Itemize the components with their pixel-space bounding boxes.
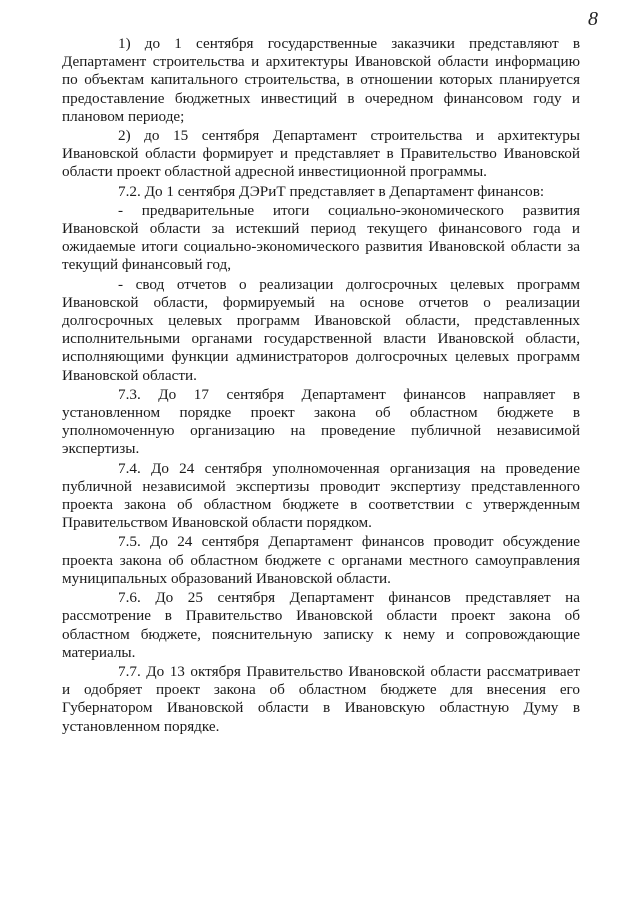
paragraph-item-1: 1) до 1 сентября государственные заказчики представляют в Департамент строительства и архитектуры Ивановской области информацию по объектам капитального строительства, в отношении которых планируется предоставление бюджетных инвестиций в очередном финансовом году и плановом периоде; xyxy=(62,35,580,125)
paragraph-7-3: 7.3. До 17 сентября Департамент финансов направляет в установленном порядке проект закона об областном бюджете в уполномоченную организацию на проведение публичной независимой экспертизы. xyxy=(62,385,580,458)
paragraph-7-5: 7.5. До 24 сентября Департамент финансов проводит обсуждение проекта закона об областном бюджете с органами местного самоуправления муниципальных образований Ивановской области. xyxy=(62,533,580,587)
page-number: 8 xyxy=(588,8,598,30)
paragraph-item-2: 2) до 15 сентября Департамент строительства и архитектуры Ивановской области формирует и представляет в Правительство Ивановской области проект областной адресной инвестиционной программы. xyxy=(62,127,580,181)
paragraph-7-6: 7.6. До 25 сентября Департамент финансов представляет на рассмотрение в Правительство Ивановской области проект закона об областном бюджете, пояснительную записку к нему и сопровождающие материалы. xyxy=(62,589,580,661)
paragraph-7-2: 7.2. До 1 сентября ДЭРиТ представляет в Департамент финансов: xyxy=(118,182,545,200)
paragraph-bullet-1: - предварительные итоги социально-экономического развития Ивановской области за истекший период текущего финансового года и ожидаемые итоги социально-экономического развития Ивановской области за текущий финансовый год, xyxy=(62,201,580,274)
paragraph-7-4: 7.4. До 24 сентября уполномоченная организация на проведение публичной независимой экспертизы проводит экспертизу представленного проекта закона об областном бюджете в соответствии с утвержденным Правительством Ивановской области порядком. xyxy=(62,459,580,532)
paragraph-7-7: 7.7. До 13 октября Правительство Ивановской области рассматривает и одобряет проект закона об областном бюджете для внесения его Губернатором Ивановской области в Ивановскую областную Думу в установленном порядке. xyxy=(62,662,580,735)
paragraph-bullet-2: - свод отчетов о реализации долгосрочных целевых программ Ивановской области, формируемый на основе отчетов о реализации долгосрочных целевых программ Ивановской области, представленных исполнительными органами государственной власти Ивановской области, исполняющими функции администраторов долгосрочных целевых программ Ивановской области. xyxy=(62,275,580,384)
document-body xyxy=(62,35,580,737)
